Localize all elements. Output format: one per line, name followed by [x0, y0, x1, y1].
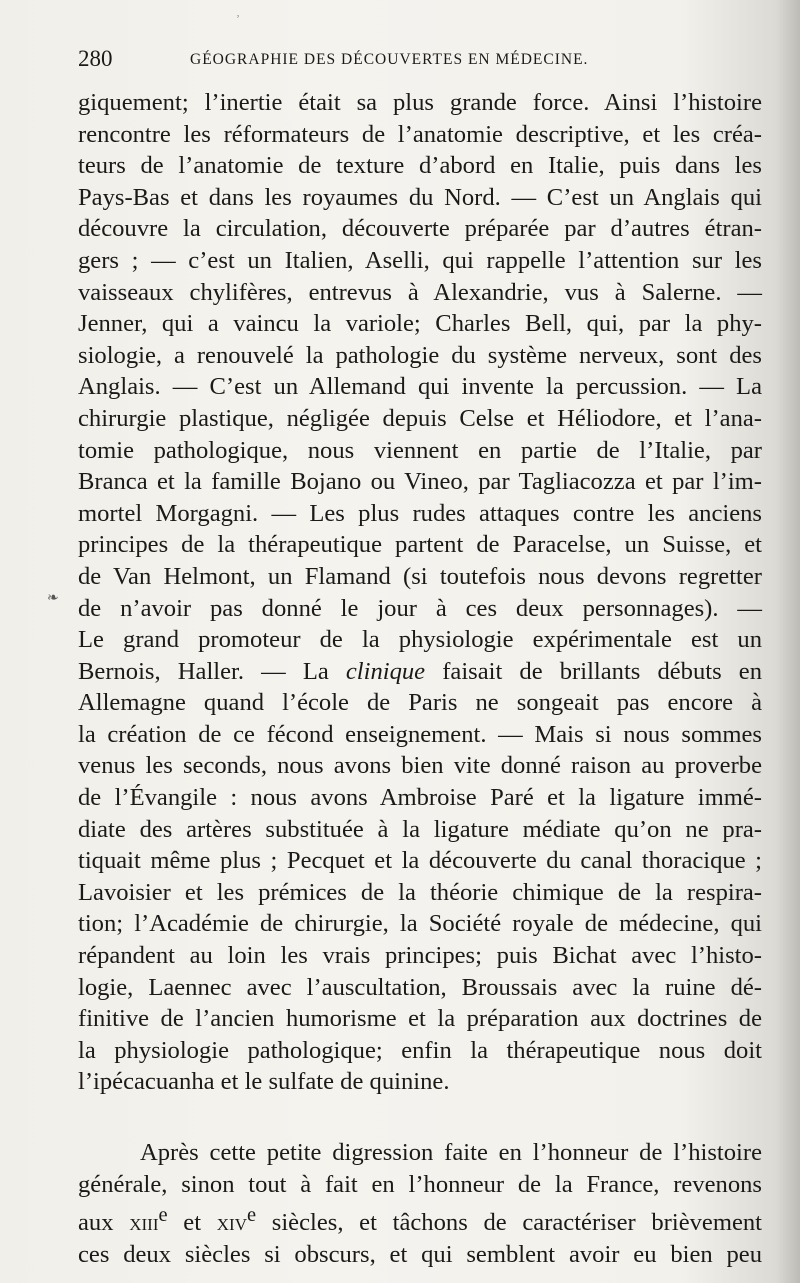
text-line: siologie, a renouvelé la pathologie du système nerveux, sont des — [78, 341, 762, 369]
text-line: tion; l’Académie de chirurgie, la Société royale de médecine, qui — [78, 910, 762, 938]
text-line: Anglais. — C’est un Allemand qui invente la percussion. — La — [78, 373, 762, 401]
body-text — [78, 87, 762, 1271]
century-numeral: xiii — [129, 1209, 159, 1237]
paragraph-gap — [78, 1098, 762, 1137]
text-line: découvre la circulation, découverte préparée par d’autres étran- — [78, 215, 762, 243]
text-line: mortel Morgagni. — Les plus rudes attaques contre les anciens — [78, 499, 762, 527]
text-line: Pays-Bas et dans les royaumes du Nord. — C’est un Anglais qui — [78, 183, 762, 211]
text-line: tiquait même plus ; Pecquet et la découverte du canal thoracique ; — [78, 847, 762, 875]
text-line: de Van Helmont, un Flamand (si toutefois nous devons regretter — [78, 562, 762, 590]
line-fragment: siècles, et tâchons de caractériser brièvement — [256, 1209, 762, 1237]
text-line — [78, 1200, 762, 1239]
text-line: Bernois, Haller. — La clinique faisait de brillants débuts en — [78, 657, 762, 685]
line-fragment: et — [167, 1209, 217, 1237]
text-line: rencontre les réformateurs de l’anatomie descriptive, et les créa- — [78, 120, 762, 148]
text-line: Jenner, qui a vaincu la variole; Charles Bell, qui, par la phy- — [78, 310, 762, 338]
ink-speck: ʼ — [236, 12, 240, 26]
page-number: 280 — [78, 46, 113, 71]
text-line: tomie pathologique, nous viennent en partie de l’Italie, par — [78, 436, 762, 464]
superscript: e — [158, 1204, 168, 1227]
text-line: logie, Laennec avec l’auscultation, Broussais avec la ruine dé- — [78, 973, 762, 1001]
text-line: de l’Évangile : nous avons Ambroise Paré et la ligature immé- — [78, 784, 762, 812]
text-line: diate des artères substituée à la ligature médiate qu’on ne pra- — [78, 815, 762, 843]
italic-word: clinique — [345, 657, 426, 685]
text-line: de n’avoir pas donné le jour à ces deux personnages). — — [78, 594, 762, 622]
superscript: e — [246, 1204, 257, 1227]
text-line: venus les seconds, nous avons bien vite donné raison au proverbe — [78, 752, 762, 780]
running-title: GÉOGRAPHIE DES DÉCOUVERTES EN MÉDECINE. — [190, 51, 589, 68]
text-line: ces deux siècles si obscurs, et qui semblent avoir eu bien peu — [78, 1240, 762, 1268]
text-line: répandent au loin les vrais principes; puis Bichat avec l’histo- — [78, 942, 762, 970]
text-line: vaisseaux chylifères, entrevus à Alexandrie, vus à Salerne. — — [78, 278, 762, 306]
text-line: finitive de l’ancien humorisme et la préparation aux doctrines de — [78, 1005, 762, 1033]
paragraph — [78, 1137, 762, 1271]
text-line: Branca et la famille Bojano ou Vineo, par Tagliacozza et par l’im- — [78, 468, 762, 496]
text-line: Le grand promoteur de la physiologie expérimentale est un — [78, 626, 762, 654]
text-line: gers ; — c’est un Italien, Aselli, qui rappelle l’attention sur les — [78, 246, 762, 274]
text-line: la création de ce fécond enseignement. — Mais si nous sommes — [78, 720, 762, 748]
text-line: la physiologie pathologique; enfin la thérapeutique nous doit — [78, 1036, 762, 1064]
paragraph — [78, 87, 762, 1098]
century-numeral: xiv — [216, 1209, 247, 1237]
text-line: principes de la thérapeutique partent de Paracelse, un Suisse, et — [78, 531, 762, 559]
text-line: giquement; l’inertie était sa plus grande force. Ainsi l’histoire — [78, 89, 762, 116]
text-line: Lavoisier et les prémices de la théorie chimique de la respira- — [78, 878, 762, 906]
text-line: Allemagne quand l’école de Paris ne songeait pas encore à — [78, 689, 762, 717]
page-header — [78, 46, 768, 76]
text-line: chirurgie plastique, négligée depuis Celse et Héliodore, et l’ana- — [78, 404, 762, 432]
text-line: Après cette petite digression faite en l’honneur de l’histoire — [140, 1139, 762, 1166]
line-fragment: aux — [78, 1209, 130, 1237]
margin-mark: ❧ — [47, 591, 59, 606]
text-line: teurs de l’anatomie de texture d’abord en Italie, puis dans les — [78, 152, 762, 180]
text-line: l’ipécacuanha et le sulfate de quinine. — [78, 1068, 450, 1096]
text-line: générale, sinon tout à fait en l’honneur de la France, revenons — [78, 1170, 762, 1198]
